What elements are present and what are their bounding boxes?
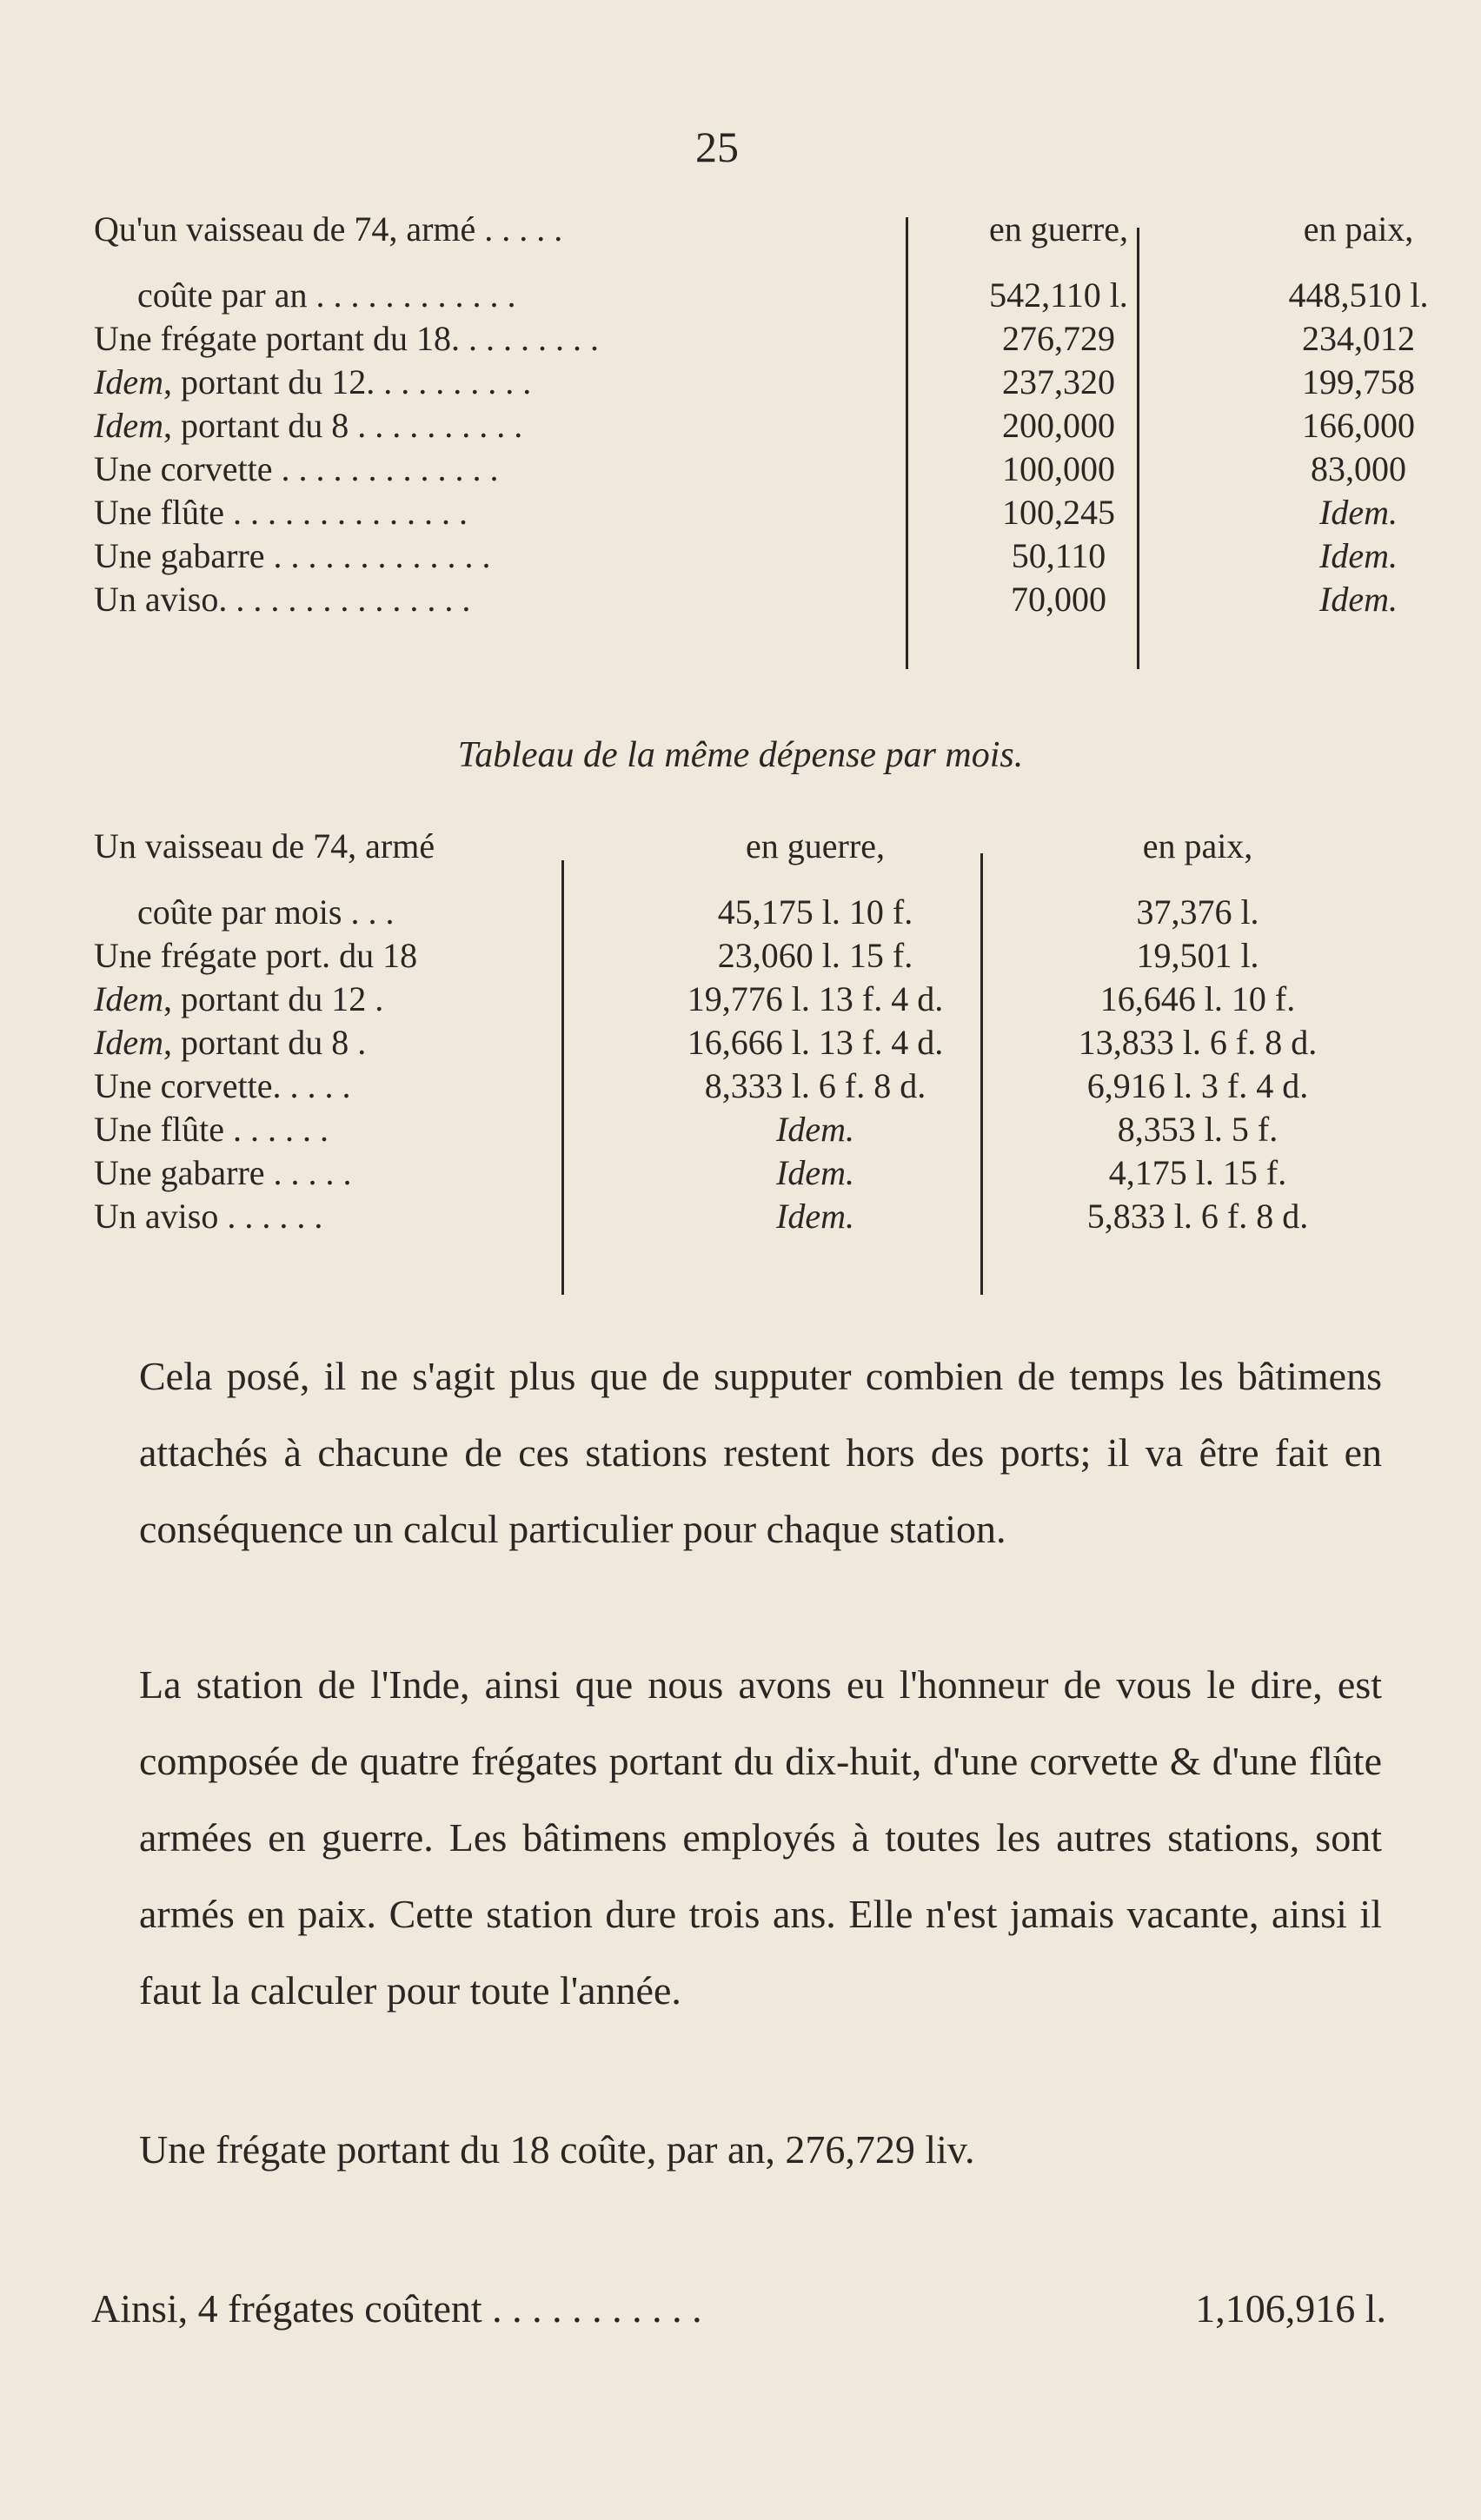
table-row — [94, 1022, 1398, 1065]
header-label: Un vaisseau de 74, armé — [94, 826, 435, 865]
header-war: en guerre, — [989, 209, 1128, 249]
war-value: Idem. — [776, 1110, 854, 1149]
peace-value: 5,833 l. 6 f. 8 d. — [1086, 1197, 1309, 1236]
table-row — [94, 318, 1415, 361]
peace-value: 166,000 — [1302, 406, 1415, 445]
column-divider — [1137, 228, 1139, 669]
monthly-cost-table — [94, 826, 1398, 1239]
peace-value: Idem. — [1319, 493, 1398, 532]
peace-value: 234,012 — [1302, 319, 1415, 358]
table-row — [94, 1196, 1398, 1239]
row-label: Un aviso . . . . . . — [94, 1197, 323, 1236]
table-row — [94, 935, 1398, 978]
peace-value: Idem. — [1319, 580, 1398, 619]
war-value: 200,000 — [1002, 406, 1115, 445]
table-row — [94, 579, 1398, 622]
war-value: 276,729 — [1002, 319, 1115, 358]
peace-value: 448,510 l. — [1288, 275, 1429, 315]
table-row — [94, 275, 1429, 318]
table-row — [94, 1109, 1398, 1152]
peace-value: 16,646 l. 10 f. — [1099, 979, 1296, 1018]
war-value: Idem. — [776, 1153, 854, 1192]
table-row — [94, 978, 1398, 1022]
header-label: Qu'un vaisseau de 74, armé . . . . . — [94, 209, 563, 249]
row-label: coûte par mois . . . — [137, 892, 395, 932]
row-label: Une frégate portant du 18. . . . . . . . . — [94, 319, 599, 358]
war-value: 70,000 — [1011, 580, 1106, 619]
war-value: 8,333 l. 6 f. 8 d. — [704, 1066, 926, 1105]
table-header — [94, 209, 1414, 252]
war-value: 50,110 — [1011, 536, 1106, 575]
page-number: 25 — [695, 123, 739, 171]
row-label: Une flûte . . . . . . — [94, 1110, 329, 1149]
peace-value: 4,175 l. 15 f. — [1108, 1153, 1287, 1192]
table-row — [94, 1065, 1398, 1109]
paragraph: Une frégate portant du 18 coûte, par an, 276,729 liv. — [139, 2127, 975, 2172]
peace-value: 37,376 l. — [1136, 892, 1259, 932]
row-label: Idem, portant du 8 . . . . . . . . . . — [94, 406, 523, 445]
total-line — [91, 2285, 1386, 2331]
row-label: Une corvette . . . . . . . . . . . . . — [94, 449, 499, 488]
peace-value: 83,000 — [1311, 449, 1406, 488]
row-label: coûte par an . . . . . . . . . . . . — [137, 275, 516, 315]
table-row — [94, 1152, 1398, 1196]
peace-value: 8,353 l. 5 f. — [1117, 1110, 1278, 1149]
paragraph: La station de l'Inde, ainsi que nous avons eu l'honneur de vous le dire, est composée de quatre frégates portant du dix-huit, d'une corvette & d'une flûte armées en guerre. Les bâtimens employés à toutes les autres stations, sont armés en paix. Cette station dure trois ans. Elle n'est jamais vacante, ainsi il faut la calculer pour toute l'année. — [139, 1662, 1382, 2013]
peace-value: 6,916 l. 3 f. 4 d. — [1086, 1066, 1309, 1105]
peace-value: 199,758 — [1302, 362, 1415, 401]
column-divider — [561, 860, 564, 1295]
war-value: Idem. — [776, 1197, 854, 1236]
annual-cost-table — [94, 209, 1429, 622]
table-row — [94, 892, 1398, 935]
war-value: 542,110 l. — [989, 275, 1128, 315]
row-label: Idem, portant du 12 . — [94, 979, 384, 1018]
table-header — [94, 826, 1398, 869]
war-value: 237,320 — [1002, 362, 1115, 401]
war-value: 100,245 — [1002, 493, 1115, 532]
table-row — [94, 448, 1406, 492]
war-value: 100,000 — [1002, 449, 1115, 488]
war-value: 23,060 l. 15 f. — [717, 936, 913, 975]
row-label: Une frégate port. du 18 — [94, 936, 418, 975]
war-value: 16,666 l. 13 f. 4 d. — [687, 1023, 944, 1062]
column-divider — [906, 217, 908, 669]
table-row — [94, 361, 1415, 405]
total-amount: 1,106,916 l. — [1195, 2286, 1386, 2331]
war-value: 19,776 l. 13 f. 4 d. — [687, 979, 944, 1018]
total-label: Ainsi, 4 frégates coûtent . . . . . . . . . . . — [91, 2286, 702, 2331]
table-row — [94, 405, 1415, 448]
row-label: Idem, portant du 8 . — [94, 1023, 367, 1062]
header-peace: en paix, — [1142, 826, 1253, 865]
war-value: 45,175 l. 10 f. — [717, 892, 913, 932]
row-label: Idem, portant du 12. . . . . . . . . . — [94, 362, 532, 401]
table-row — [94, 535, 1398, 579]
peace-value: Idem. — [1319, 536, 1398, 575]
table-row — [94, 492, 1398, 535]
paragraph: Cela posé, il ne s'agit plus que de supputer combien de temps les bâtimens attachés à chacune de ces stations restent hors des ports; il va être fait en conséquence un calcul particulier pour chaque station. — [139, 1354, 1382, 1551]
header-peace: en paix, — [1303, 209, 1414, 249]
row-label: Un aviso. . . . . . . . . . . . . . . — [94, 580, 471, 619]
peace-value: 13,833 l. 6 f. 8 d. — [1078, 1023, 1318, 1062]
column-divider — [980, 853, 983, 1295]
row-label: Une gabarre . . . . . . . . . . . . . — [94, 536, 491, 575]
table-title: Tableau de la même dépense par mois. — [457, 735, 1024, 775]
row-label: Une gabarre . . . . . — [94, 1153, 352, 1192]
header-war: en guerre, — [746, 826, 885, 865]
row-label: Une flûte . . . . . . . . . . . . . . — [94, 493, 468, 532]
peace-value: 19,501 l. — [1136, 936, 1259, 975]
row-label: Une corvette. . . . . — [94, 1066, 351, 1105]
